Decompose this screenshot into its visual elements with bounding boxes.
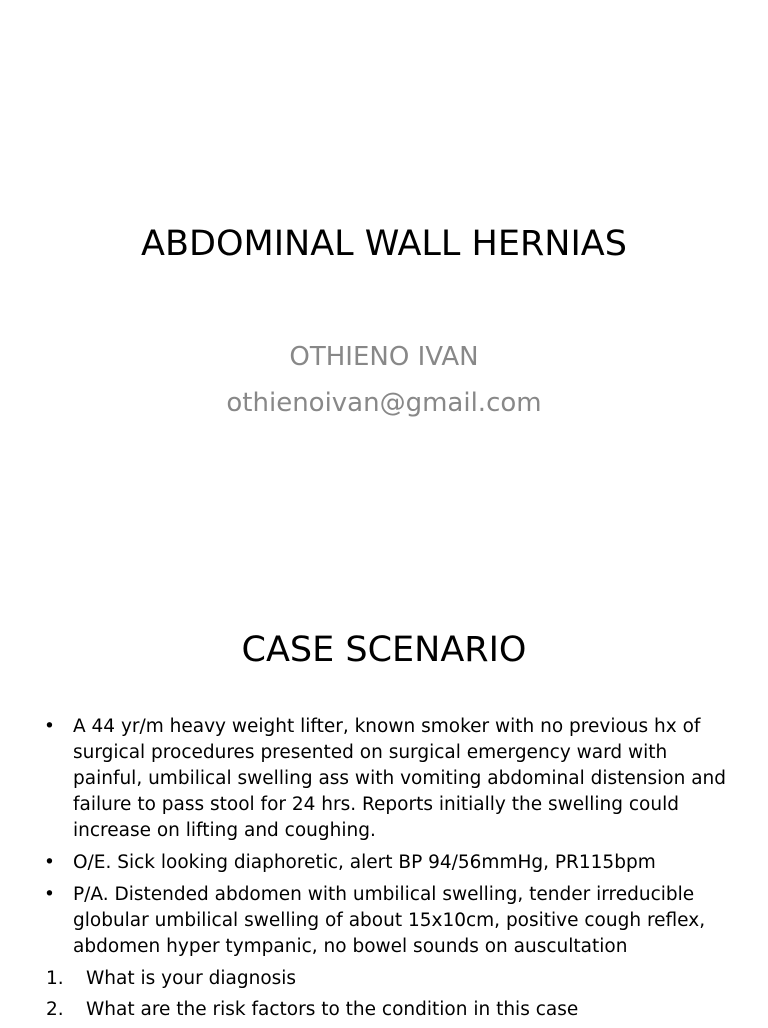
- author-block: [0, 334, 768, 426]
- bullet-item-examination: [42, 850, 732, 876]
- slide-title: CASE SCENARIO: [241, 630, 527, 670]
- bullet-marker: •: [44, 852, 55, 873]
- author-name: OTHIENO IVAN: [289, 342, 479, 372]
- bullet-marker: •: [44, 884, 55, 905]
- author-email: othienoivan@gmail.com: [226, 388, 542, 418]
- question-item-risk-factors: [42, 997, 732, 1023]
- case-scenario-slide: [0, 576, 768, 1024]
- question-item-diagnosis: [42, 966, 732, 992]
- bullet-item-history: [42, 714, 732, 844]
- bullet-text: P/A. Distended abdomen with umbilical swelling, tender irreducible globular umbilical swelling of about 15x10cm, positive cough reflex, abdomen hyper tympanic, no bowel sounds on auscultation: [73, 884, 706, 957]
- bullet-item-per-abdomen: [42, 882, 732, 960]
- slide-content: [42, 714, 732, 1028]
- presentation-title: ABDOMINAL WALL HERNIAS: [141, 224, 627, 264]
- question-text: What are the risk factors to the condition in this case: [86, 999, 579, 1020]
- bullet-text: A 44 yr/m heavy weight lifter, known smoker with no previous hx of surgical procedures presented on surgical emergency ward with painful, umbilical swelling ass with vomiting abdominal distension and failure to pass stool for 24 hrs. Reports initially the swelling could increase on lifting and coughing.: [73, 716, 727, 841]
- bullet-marker: •: [44, 716, 55, 737]
- bullet-text: O/E. Sick looking diaphoretic, alert BP 94/56mmHg, PR115bpm: [73, 852, 656, 873]
- question-text: What is your diagnosis: [86, 968, 297, 989]
- question-number: 2.: [46, 999, 64, 1020]
- question-number: 1.: [46, 968, 64, 989]
